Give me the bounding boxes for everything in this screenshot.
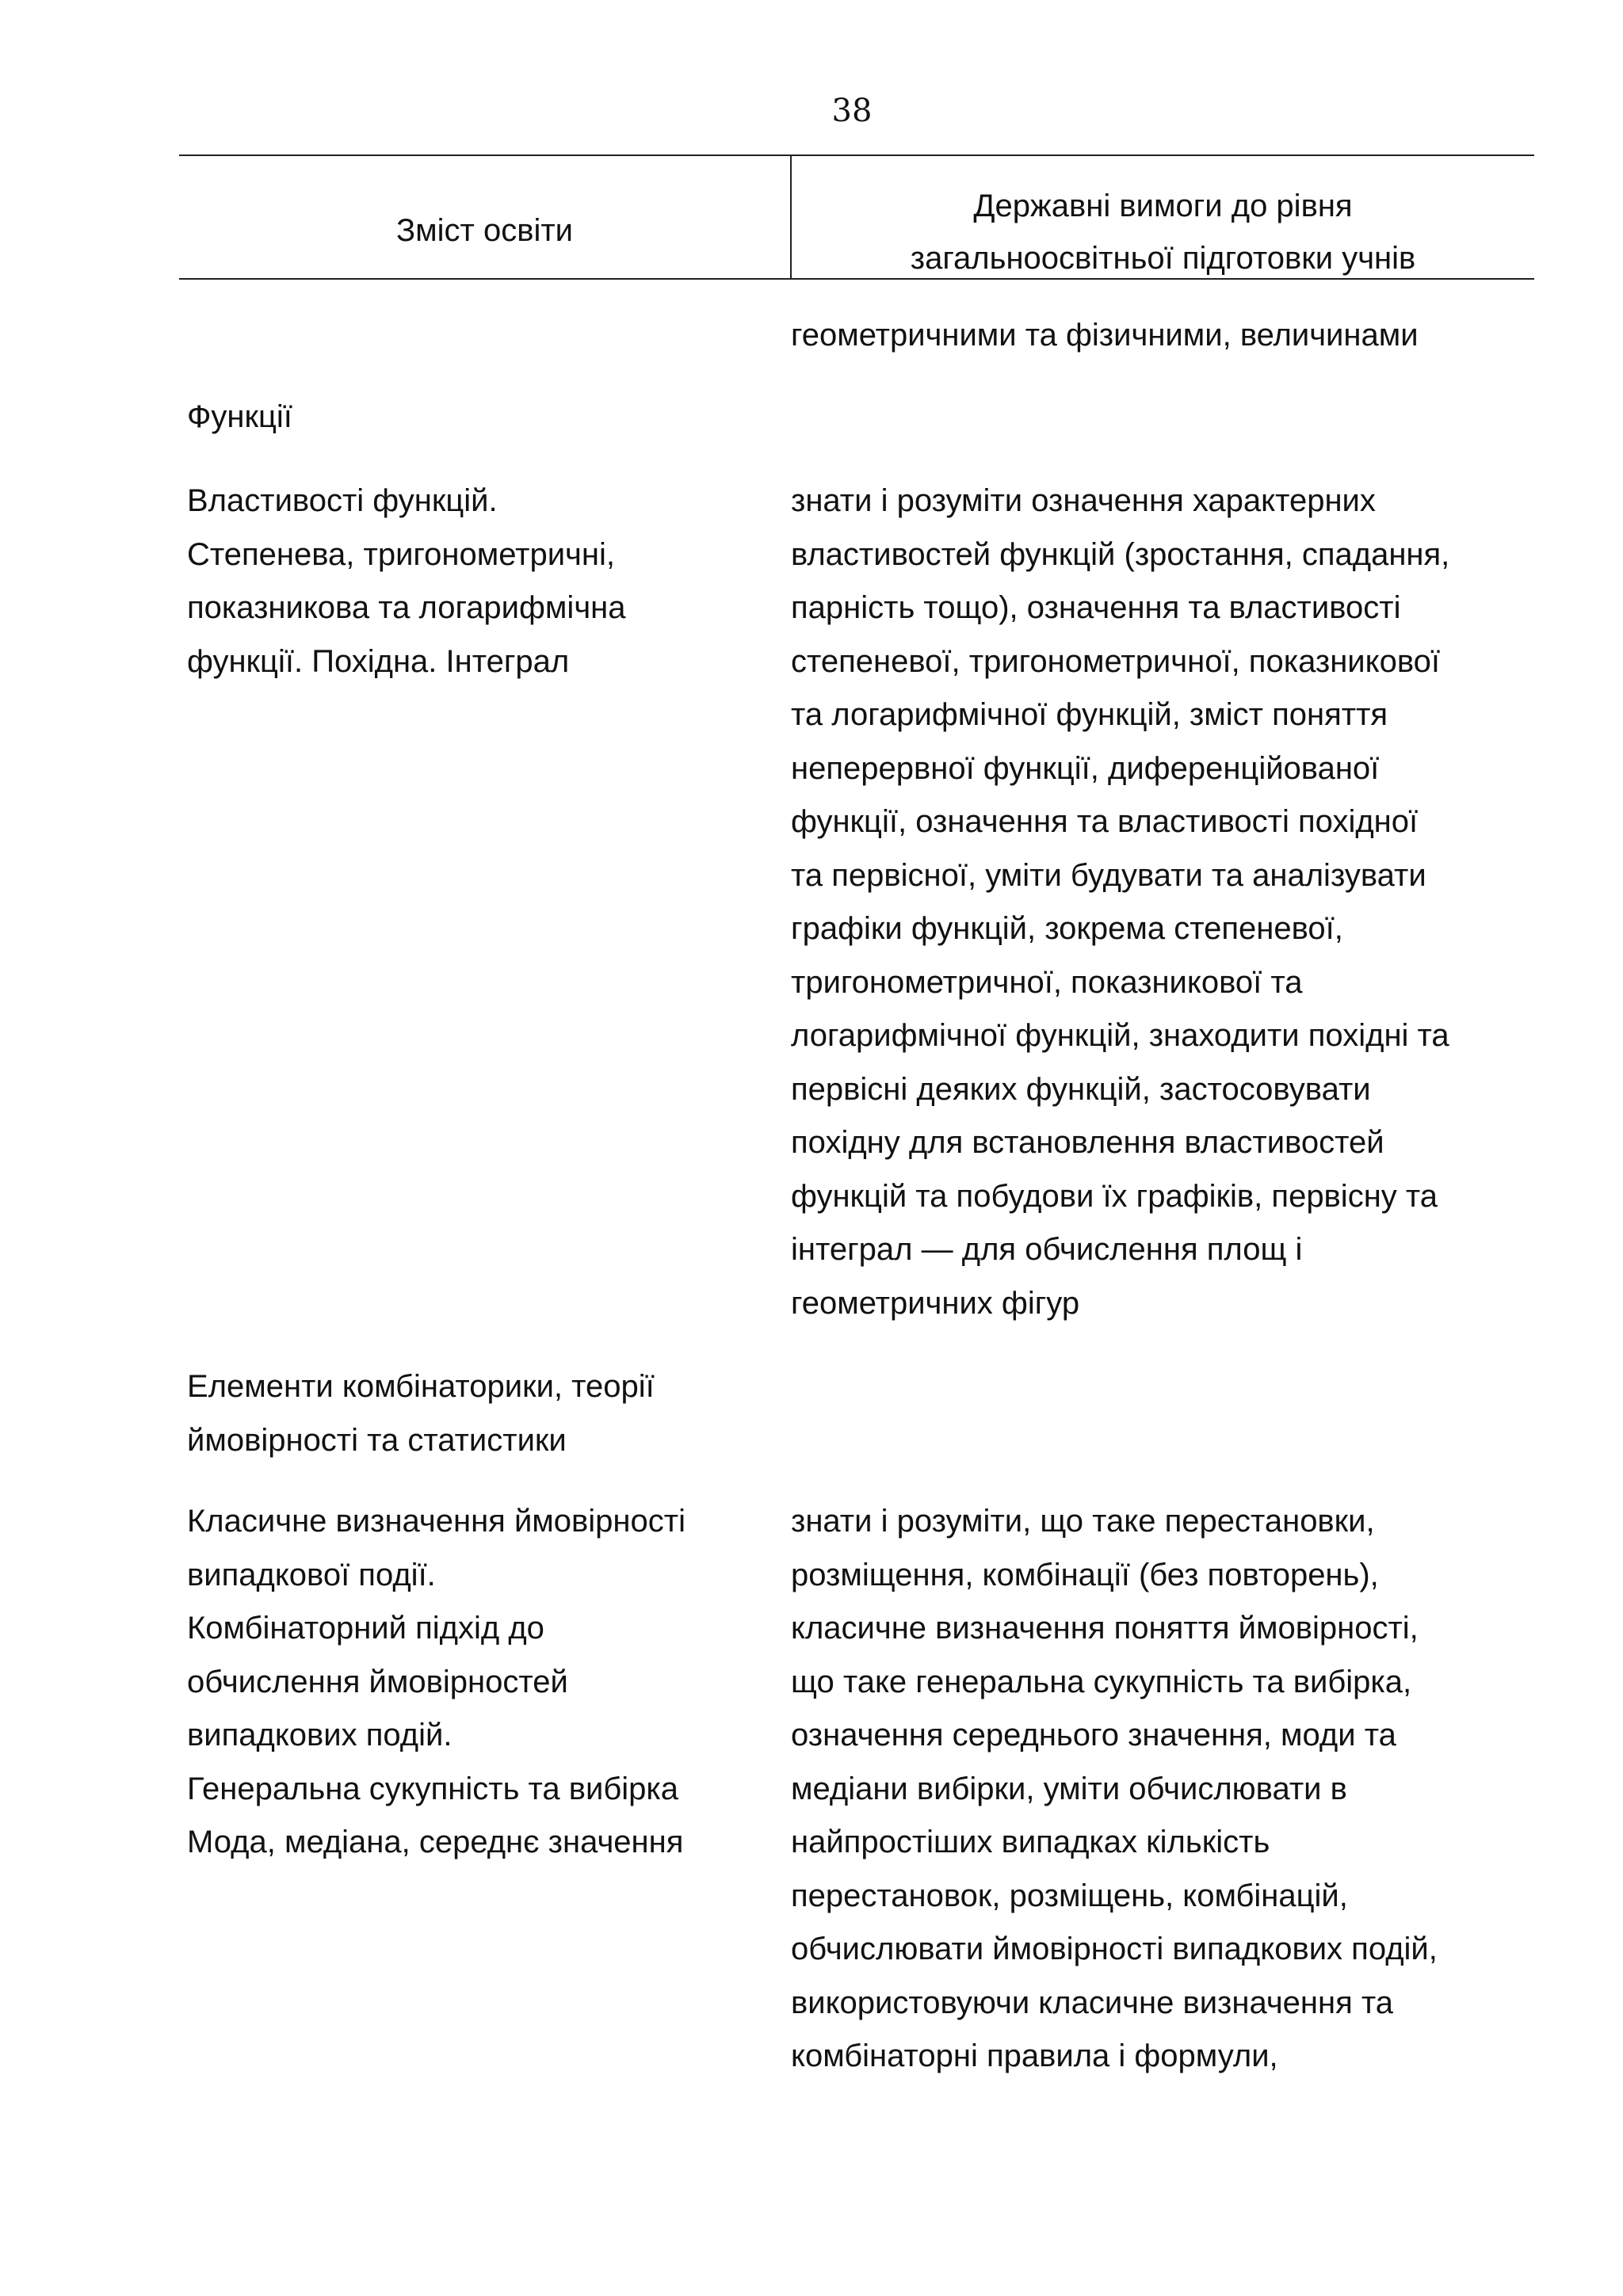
text-line: обчислювати ймовірності випадкових подій, <box>791 1932 1438 1966</box>
text-line: показникова та логарифмічна <box>187 590 626 625</box>
text-line: медіани вибірки, уміти обчислювати в <box>791 1771 1347 1806</box>
table-header <box>179 154 1534 280</box>
text-line: похідну для встановлення властивостей <box>791 1125 1384 1160</box>
functions-requirements-cell <box>791 475 1449 1330</box>
text-line: перестановок, розміщень, комбінацій, <box>791 1878 1348 1913</box>
text-line: означення середнього значення, моди та <box>791 1718 1396 1753</box>
page-number: 38 <box>831 93 873 129</box>
header-requirements-line: Державні вимоги до рівня <box>973 189 1353 223</box>
text-line: неперервної функції, диференційованої <box>791 750 1380 786</box>
text-line: Генеральна сукупність та вибірка <box>187 1771 679 1806</box>
text-line: Класичне визначення ймовірності <box>187 1504 685 1539</box>
text-line: знати і розуміти означення характерних <box>791 483 1376 518</box>
text-line: та первісної, уміти будувати та аналізувати <box>791 857 1426 893</box>
text-line: інтеграл — для обчислення площ і <box>791 1232 1303 1267</box>
probability-content-cell <box>187 1495 685 1870</box>
text-line: графіки функцій, зокрема степеневої, <box>791 911 1343 946</box>
functions-content-cell <box>187 475 626 688</box>
text-line: Степенева, тригонометричні, <box>187 536 615 572</box>
text-line: Мода, медіана, середнє значення <box>187 1825 684 1859</box>
text-line: обчислення ймовірностей <box>187 1664 568 1699</box>
text-line: Комбінаторний підхід до <box>187 1611 544 1646</box>
text-line: функцій та побудови їх графіків, первісну та <box>791 1178 1438 1214</box>
text-line: логарифмічної функцій, знаходити похідні та <box>791 1018 1449 1053</box>
text-line: комбінаторні правила і формули, <box>791 2039 1278 2073</box>
text-line: геометричних фігур <box>791 1285 1080 1321</box>
header-content-column: Зміст освіти <box>395 213 574 248</box>
text-line: Елементи комбінаторики, теорії <box>187 1369 655 1404</box>
text-line: тригонометричної, показникової та <box>791 964 1303 1000</box>
text-line: геометричними та фізичними, величинами <box>791 318 1419 353</box>
header-requirements-line: загальноосвітньої підготовки учнів <box>910 241 1416 276</box>
text-line: класичне визначення поняття ймовірності, <box>791 1611 1419 1646</box>
continuation-text <box>791 309 1419 363</box>
text-line: функції, означення та властивості похідної <box>791 804 1419 839</box>
text-line: властивостей функцій (зростання, спадання, <box>791 536 1450 572</box>
text-line: випадкових подій. <box>187 1718 453 1753</box>
text-line: Функції <box>187 399 292 434</box>
text-line: та логарифмічної функцій, зміст поняття <box>791 697 1388 732</box>
text-line: степеневої, тригонометричної, показникової <box>791 643 1441 679</box>
text-line: знати і розуміти, що таке перестановки, <box>791 1504 1375 1539</box>
text-line: що таке генеральна сукупність та вибірка, <box>791 1664 1412 1699</box>
text-line: найпростіших випадках кількість <box>791 1825 1270 1859</box>
text-line: використовуючи класичне визначення та <box>791 1985 1393 2020</box>
section-heading-functions <box>187 391 292 444</box>
probability-requirements-cell <box>791 1495 1438 2084</box>
section-heading-combinatorics <box>187 1360 655 1467</box>
text-line: функції. Похідна. Інтеграл <box>187 643 570 679</box>
text-line: розміщення, комбінації (без повторень), <box>791 1557 1379 1592</box>
text-line: випадкової події. <box>187 1557 436 1592</box>
header-requirements-column <box>792 180 1534 284</box>
text-line: ймовірності та статистики <box>187 1422 567 1458</box>
text-line: парність тощо), означення та властивості <box>791 590 1401 625</box>
text-line: первісні деяких функцій, застосовувати <box>791 1071 1371 1107</box>
text-line: Властивості функцій. <box>187 483 498 518</box>
